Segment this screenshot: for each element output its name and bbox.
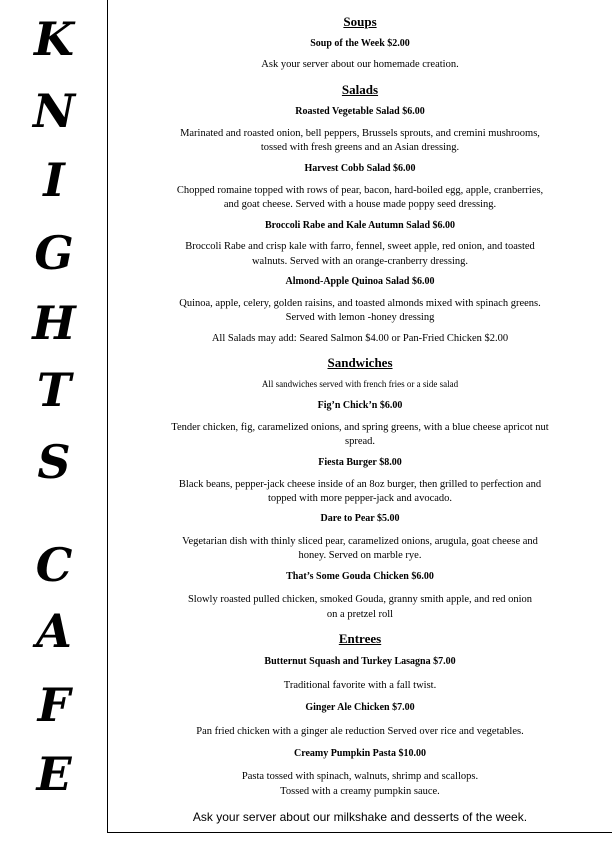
title-letter: K <box>34 12 74 66</box>
salad-addon-note: All Salads may add: Seared Salmon $4.00 or Pan-Fried Chicken $2.00 <box>211 333 509 344</box>
menu-item-name: Fiesta Burger $8.00 <box>318 457 402 468</box>
title-letter: F <box>37 678 71 732</box>
menu-item-desc: Ask your server about our homemade creation. <box>261 59 459 70</box>
title-letter: E <box>36 747 72 801</box>
menu-item-desc: Black beans, pepper-jack cheese inside of an 8oz burger, then grilled to perfection and <box>178 479 542 490</box>
menu-item-name: Almond-Apple Quinoa Salad $6.00 <box>285 276 435 287</box>
menu-item-name: Creamy Pumpkin Pasta $10.00 <box>293 748 427 759</box>
bottom-divider <box>107 832 612 833</box>
menu-item-name: Roasted Vegetable Salad $6.00 <box>295 106 425 117</box>
menu-item-desc: Traditional favorite with a fall twist. <box>283 680 437 691</box>
menu-item-desc: walnuts. Served with an orange-cranberry dressing. <box>251 256 469 267</box>
title-letter: H <box>32 296 76 350</box>
menu-item-desc: Broccoli Rabe and crisp kale with farro, fennel, sweet apple, red onion, and toasted <box>185 241 535 252</box>
sandwich-note: All sandwiches served with french fries or a side salad <box>261 379 459 389</box>
title-letter: S <box>37 435 71 489</box>
title-letter: A <box>36 604 72 658</box>
title-letter: C <box>35 538 73 592</box>
menu-item-desc: honey. Served on marble rye. <box>298 550 422 561</box>
menu-item-desc: Pan fried chicken with a ginger ale reduction Served over rice and vegetables. <box>196 726 524 737</box>
section-heading-entrees: Entrees <box>338 631 382 646</box>
menu-item-name: That’s Some Gouda Chicken $6.00 <box>286 571 434 582</box>
section-heading-soups: Soups <box>343 14 377 29</box>
section-heading-sandwiches: Sandwiches <box>327 355 393 370</box>
menu-item-desc: and goat cheese. Served with a house made poppy seed dressing. <box>223 199 497 210</box>
menu-item-desc: Tender chicken, fig, caramelized onions, and spring greens, with a blue cheese apricot nut <box>171 422 549 433</box>
menu-item-name: Broccoli Rabe and Kale Autumn Salad $6.00 <box>264 220 456 231</box>
sidebar-title <box>0 0 108 849</box>
menu-item-name: Dare to Pear $5.00 <box>320 513 400 524</box>
menu-item-desc: Slowly roasted pulled chicken, smoked Gouda, granny smith apple, and red onion <box>187 594 533 605</box>
menu-item-name: Harvest Cobb Salad $6.00 <box>304 163 416 174</box>
menu-item-desc: Quinoa, apple, celery, golden raisins, and toasted almonds mixed with spinach greens. <box>179 298 541 309</box>
menu-item-desc: Chopped romaine topped with rows of pear, bacon, hard-boiled egg, apple, cranberries, <box>176 185 544 196</box>
menu-item-desc: tossed with fresh greens and an Asian dressing. <box>260 142 460 153</box>
menu-item-desc: Pasta tossed with spinach, walnuts, shrimp and scallops. <box>241 771 479 782</box>
menu-item-name: Ginger Ale Chicken $7.00 <box>305 702 415 713</box>
title-letter: T <box>36 363 72 417</box>
menu-item-name: Butternut Squash and Turkey Lasagna $7.00 <box>264 656 456 667</box>
menu-item-desc: topped with more pepper-jack and avocado. <box>267 493 453 504</box>
footer-note: Ask your server about our milkshake and desserts of the week. <box>192 810 528 824</box>
title-letter: G <box>34 226 74 280</box>
menu-item-desc: Marinated and roasted onion, bell peppers, Brussels sprouts, and cremini mushrooms, <box>180 128 540 139</box>
menu-item-desc: Tossed with a creamy pumpkin sauce. <box>280 786 440 797</box>
menu-item-desc: Vegetarian dish with thinly sliced pear, caramelized onions, arugula, goat cheese and <box>182 536 538 547</box>
menu-item-desc: spread. <box>344 436 376 447</box>
title-letter: I <box>43 153 65 207</box>
menu-item-name: Fig’n Chick’n $6.00 <box>317 400 403 411</box>
menu-item-desc: Served with lemon -honey dressing <box>285 312 435 323</box>
menu-item-name: Soup of the Week $2.00 <box>310 38 410 49</box>
title-letter: N <box>32 84 76 138</box>
menu-item-desc: on a pretzel roll <box>326 609 394 620</box>
section-heading-salads: Salads <box>341 82 379 97</box>
